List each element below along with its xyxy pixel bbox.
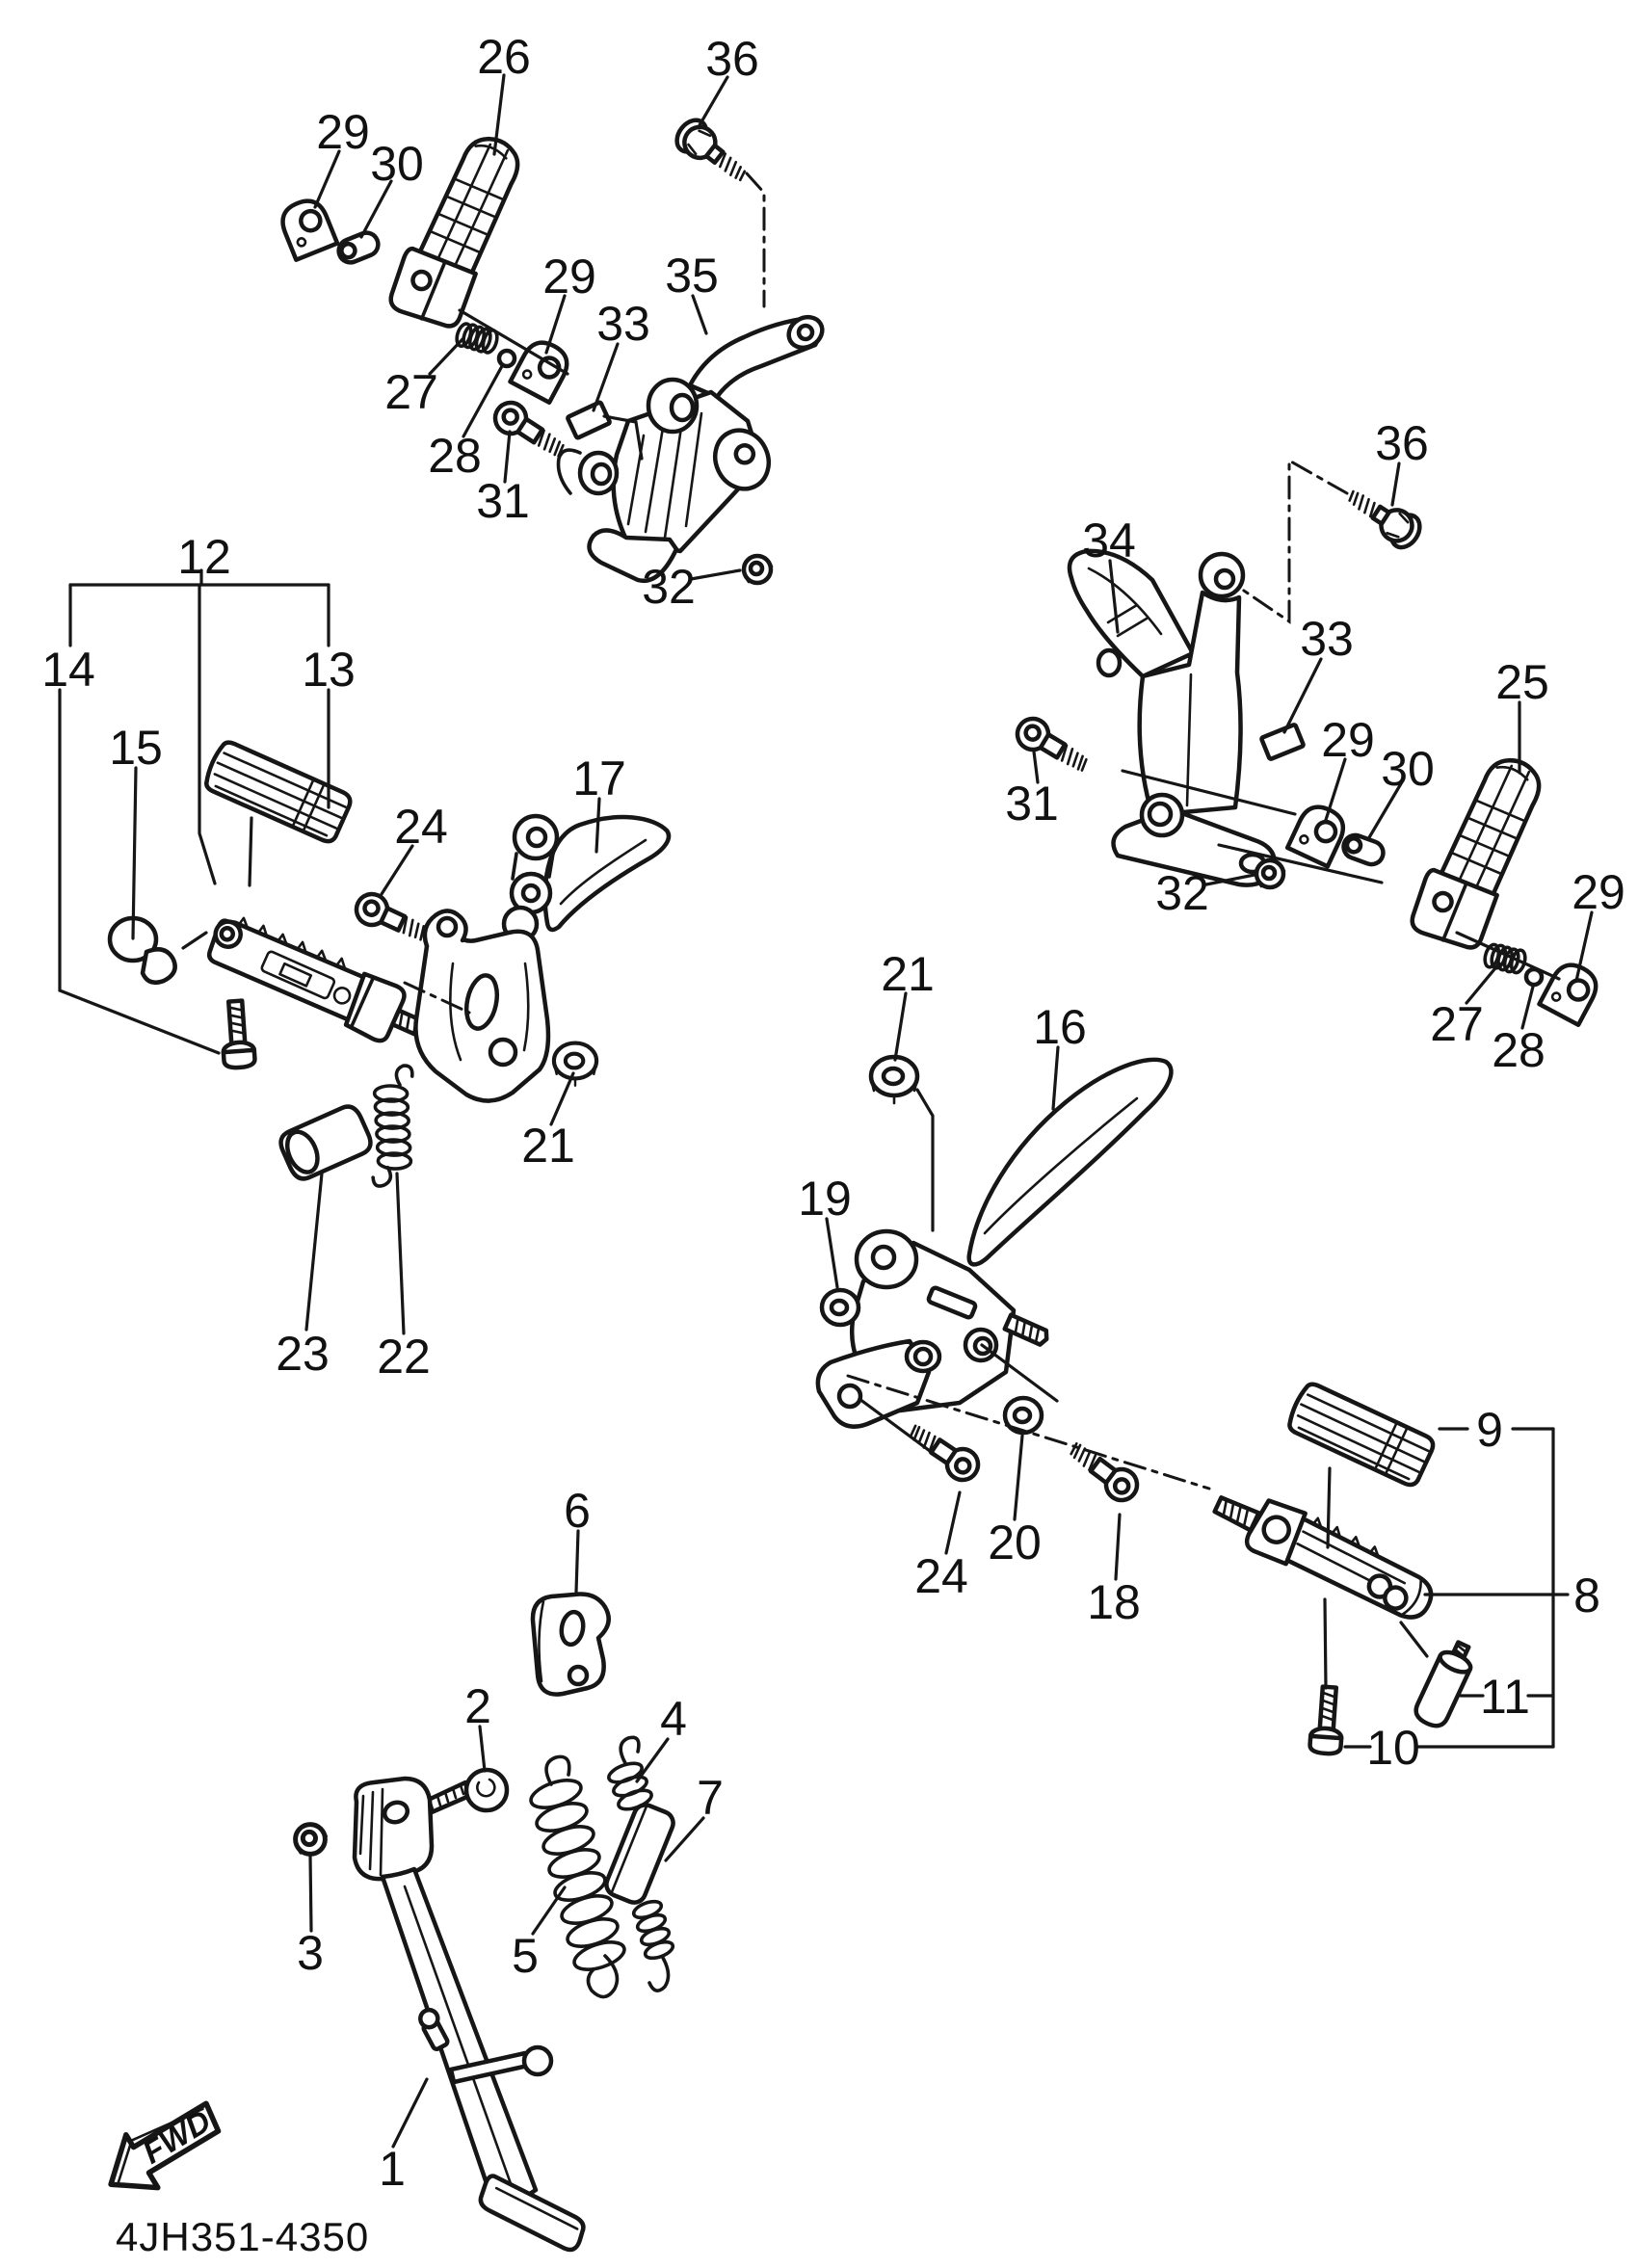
part-30-pin bbox=[335, 229, 382, 266]
assembly-left-footrest-bar bbox=[110, 739, 456, 1068]
part-label-3: 3 bbox=[297, 1926, 324, 1980]
part-label-27: 27 bbox=[384, 365, 438, 419]
leader-line bbox=[315, 151, 339, 207]
leader-line bbox=[1053, 1047, 1058, 1109]
part-36-bolt bbox=[671, 115, 753, 190]
leader-line bbox=[1284, 659, 1321, 732]
part-label-19: 19 bbox=[798, 1172, 852, 1226]
leader-line bbox=[827, 1219, 837, 1287]
part-label-33: 33 bbox=[1300, 612, 1354, 666]
part-label-23: 23 bbox=[276, 1327, 330, 1381]
part-label-18: 18 bbox=[1087, 1575, 1141, 1629]
part-label-21: 21 bbox=[521, 1119, 575, 1173]
part-labels-layer bbox=[41, 30, 1625, 2196]
leader-line bbox=[310, 1856, 311, 1931]
part-29-end-cap bbox=[1287, 801, 1350, 866]
part-label-30: 30 bbox=[370, 137, 424, 191]
part-32-nut bbox=[1256, 860, 1284, 887]
part-label-31: 31 bbox=[476, 474, 530, 528]
part-14-pivot-screw bbox=[220, 1000, 255, 1068]
part-17-bracket bbox=[415, 816, 669, 1101]
part-21-nut bbox=[871, 1057, 917, 1103]
leader-line bbox=[576, 1531, 578, 1592]
part-24-bolt bbox=[904, 1418, 984, 1487]
part-label-13: 13 bbox=[302, 643, 356, 697]
part-label-14: 14 bbox=[41, 643, 95, 697]
part-label-29: 29 bbox=[542, 250, 596, 303]
axis-dashdot-line bbox=[1241, 461, 1347, 621]
diagram-code: 4JH351-4350 bbox=[116, 2214, 370, 2259]
assembly-rear-right-footrest-mount bbox=[818, 1057, 1172, 1506]
part-label-5: 5 bbox=[512, 1929, 539, 1983]
part-33-key bbox=[1261, 725, 1304, 759]
part-label-35: 35 bbox=[665, 249, 719, 303]
part-35-bracket bbox=[559, 311, 829, 581]
part-label-22: 22 bbox=[377, 1330, 431, 1384]
part-29-end-cap bbox=[277, 195, 337, 259]
part-31-bolt bbox=[489, 397, 570, 464]
part-label-17: 17 bbox=[572, 752, 626, 805]
part-34-bracket bbox=[1070, 551, 1275, 885]
leader-line bbox=[1522, 987, 1533, 1028]
part-label-33: 33 bbox=[596, 297, 650, 351]
part-label-30: 30 bbox=[1381, 742, 1435, 796]
callout-line bbox=[133, 768, 136, 938]
part-label-2: 2 bbox=[464, 1679, 491, 1733]
leader-line bbox=[306, 1174, 322, 1330]
assembly-rear-right-footrest bbox=[1206, 1381, 1478, 1754]
leader-line bbox=[250, 818, 251, 885]
part-30-pin bbox=[1340, 832, 1387, 868]
leader-line bbox=[1116, 1515, 1120, 1579]
leader-line bbox=[691, 570, 740, 579]
part-label-32: 32 bbox=[642, 560, 696, 614]
part-29-end-cap bbox=[1539, 958, 1602, 1024]
part-label-21: 21 bbox=[881, 947, 935, 1001]
leader-line bbox=[1325, 1599, 1326, 1688]
part-33-key bbox=[568, 402, 611, 438]
leader-line bbox=[397, 1174, 404, 1333]
part-label-24: 24 bbox=[394, 800, 448, 854]
part-label-29: 29 bbox=[1321, 713, 1375, 767]
part-label-34: 34 bbox=[1082, 514, 1136, 567]
part-24-bolt bbox=[352, 889, 434, 949]
part-mount-bracket bbox=[818, 1231, 1050, 1427]
part-label-9: 9 bbox=[1476, 1403, 1503, 1457]
leader-line bbox=[533, 1887, 565, 1934]
part-label-36: 36 bbox=[705, 32, 759, 86]
part-23-collar bbox=[277, 1102, 375, 1182]
part-label-11: 11 bbox=[1480, 1670, 1530, 1724]
part-label-16: 16 bbox=[1033, 1000, 1087, 1054]
part-label-7: 7 bbox=[697, 1771, 724, 1825]
part-36-bolt bbox=[1341, 481, 1426, 552]
part-label-10: 10 bbox=[1366, 1721, 1420, 1775]
assembly-front-left-footrest bbox=[277, 115, 828, 583]
part-6-bracket bbox=[533, 1595, 609, 1695]
part-13-footrest-rubber bbox=[202, 739, 354, 845]
leader-line bbox=[946, 1492, 960, 1553]
leader-line bbox=[183, 933, 206, 948]
leader-line bbox=[551, 1073, 573, 1124]
part-label-28: 28 bbox=[1492, 1023, 1546, 1077]
part-label-36: 36 bbox=[1375, 416, 1429, 470]
part-label-12: 12 bbox=[177, 530, 231, 584]
leader-line bbox=[393, 2079, 427, 2147]
part-2-pivot-bolt bbox=[420, 1770, 507, 1815]
part-10-screw bbox=[1309, 1686, 1345, 1754]
part-label-25: 25 bbox=[1495, 655, 1549, 709]
part-32-nut bbox=[744, 556, 772, 583]
part-16-heel-guard bbox=[969, 1060, 1172, 1265]
part-label-29: 29 bbox=[316, 105, 370, 159]
fwd-arrow-icon bbox=[93, 2091, 231, 2207]
part-label-32: 32 bbox=[1155, 866, 1209, 920]
part-label-20: 20 bbox=[988, 1516, 1042, 1569]
part-label-28: 28 bbox=[428, 429, 482, 483]
leader-line bbox=[1328, 1468, 1330, 1547]
part-27-spring bbox=[1478, 935, 1531, 984]
part-label-31: 31 bbox=[1005, 777, 1059, 831]
leader-line bbox=[546, 296, 565, 353]
leader-line bbox=[1401, 1622, 1427, 1656]
part-9-footrest-rubber bbox=[1285, 1381, 1437, 1489]
part-label-1: 1 bbox=[379, 2142, 406, 2196]
leader-lines-layer bbox=[60, 75, 1592, 2147]
leader-line bbox=[1015, 1436, 1022, 1519]
leader-line bbox=[895, 993, 906, 1060]
part-4-spring bbox=[606, 1737, 653, 1812]
axis-dashdot-line bbox=[747, 173, 764, 306]
part-label-24: 24 bbox=[914, 1549, 968, 1603]
callout-line bbox=[917, 1090, 933, 1230]
part-label-6: 6 bbox=[564, 1484, 591, 1538]
part-19-washer bbox=[822, 1290, 859, 1325]
part-31-bolt bbox=[1012, 713, 1093, 778]
part-label-27: 27 bbox=[1430, 997, 1484, 1051]
part-15-damper bbox=[110, 918, 175, 983]
part-label-29: 29 bbox=[1572, 865, 1625, 919]
fwd-text: FWD bbox=[136, 2102, 217, 2171]
part-label-26: 26 bbox=[477, 30, 531, 84]
part-label-4: 4 bbox=[660, 1692, 687, 1746]
part-21-nut bbox=[554, 1043, 596, 1086]
part-label-15: 15 bbox=[109, 721, 163, 775]
part-28-ball bbox=[499, 351, 515, 366]
part-3-nut bbox=[296, 1825, 327, 1855]
leader-line bbox=[594, 344, 618, 410]
callout-line bbox=[199, 585, 215, 883]
part-label-8: 8 bbox=[1573, 1569, 1600, 1622]
